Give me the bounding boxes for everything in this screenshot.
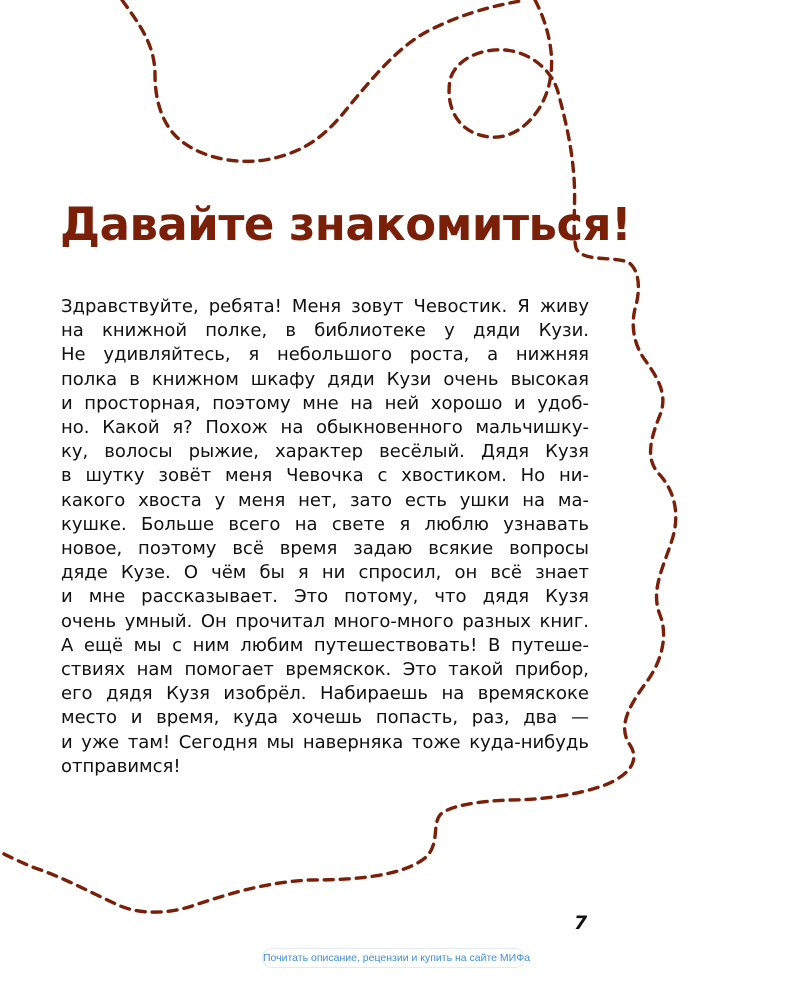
paragraph-line: и просторная, поэтому мне на ней хорошо и удоб- — [61, 392, 589, 414]
paragraph-line: кушке. Больше всего на свете я люблю узнавать — [61, 513, 589, 535]
page-title: Давайте знакомиться! — [60, 198, 632, 251]
paragraph-line: Не удивляйтесь, я небольшого роста, а нижняя — [61, 344, 589, 366]
paragraph-line: в шутку зовёт меня Чевочка с хвостиком. Но ни- — [61, 465, 589, 487]
paragraph-line: какого хвоста у меня нет, зато есть ушки на ма- — [61, 489, 589, 511]
paragraph-line: но. Какой я? Похож на обыкновенного мальчишку- — [61, 417, 589, 439]
paragraph-line: Здравствуйте, ребята! Меня зовут Чевостик. Я живу — [61, 296, 589, 317]
paragraph-line: новое, поэтому всё время задаю всякие вопросы — [61, 538, 589, 560]
paragraph-line: отправимся! — [61, 755, 181, 777]
paragraph-line: полка в книжном шкафу дяди Кузи очень высокая — [61, 368, 589, 390]
paragraph-line: место и время, куда хочешь попасть, раз, два — — [61, 707, 589, 729]
paragraph-line: и мне рассказывает. Это потому, что дядя Кузя — [61, 586, 589, 608]
paragraph-line: его дядя Кузя изобрёл. Набираешь на времяскоке — [61, 683, 589, 705]
intro-paragraph — [61, 295, 589, 779]
dashed-line-top — [122, 0, 525, 161]
paragraph-line: дяде Кузе. О чём бы я ни спросил, он всё знает — [61, 562, 589, 584]
page-number: 7 — [574, 912, 588, 934]
paragraph-line: очень умный. Он прочитал много-много разных книг. — [61, 610, 589, 632]
paragraph-line: и уже там! Сегодня мы наверняка тоже куда-нибудь — [61, 731, 589, 753]
mif-store-link[interactable]: Почитать описание, рецензии и купить на сайте МИФа — [262, 948, 525, 968]
paragraph-line: ку, волосы рыжие, характер весёлый. Дядя Кузя — [61, 441, 589, 463]
paragraph-line: ствиях нам помогает времяскок. Это такой прибор, — [61, 659, 589, 681]
paragraph-line: на книжной полке, в библиотеке у дяди Кузи. — [61, 320, 589, 342]
paragraph-line: А ещё мы с ним любим путешествовать! В путеше- — [61, 634, 589, 656]
